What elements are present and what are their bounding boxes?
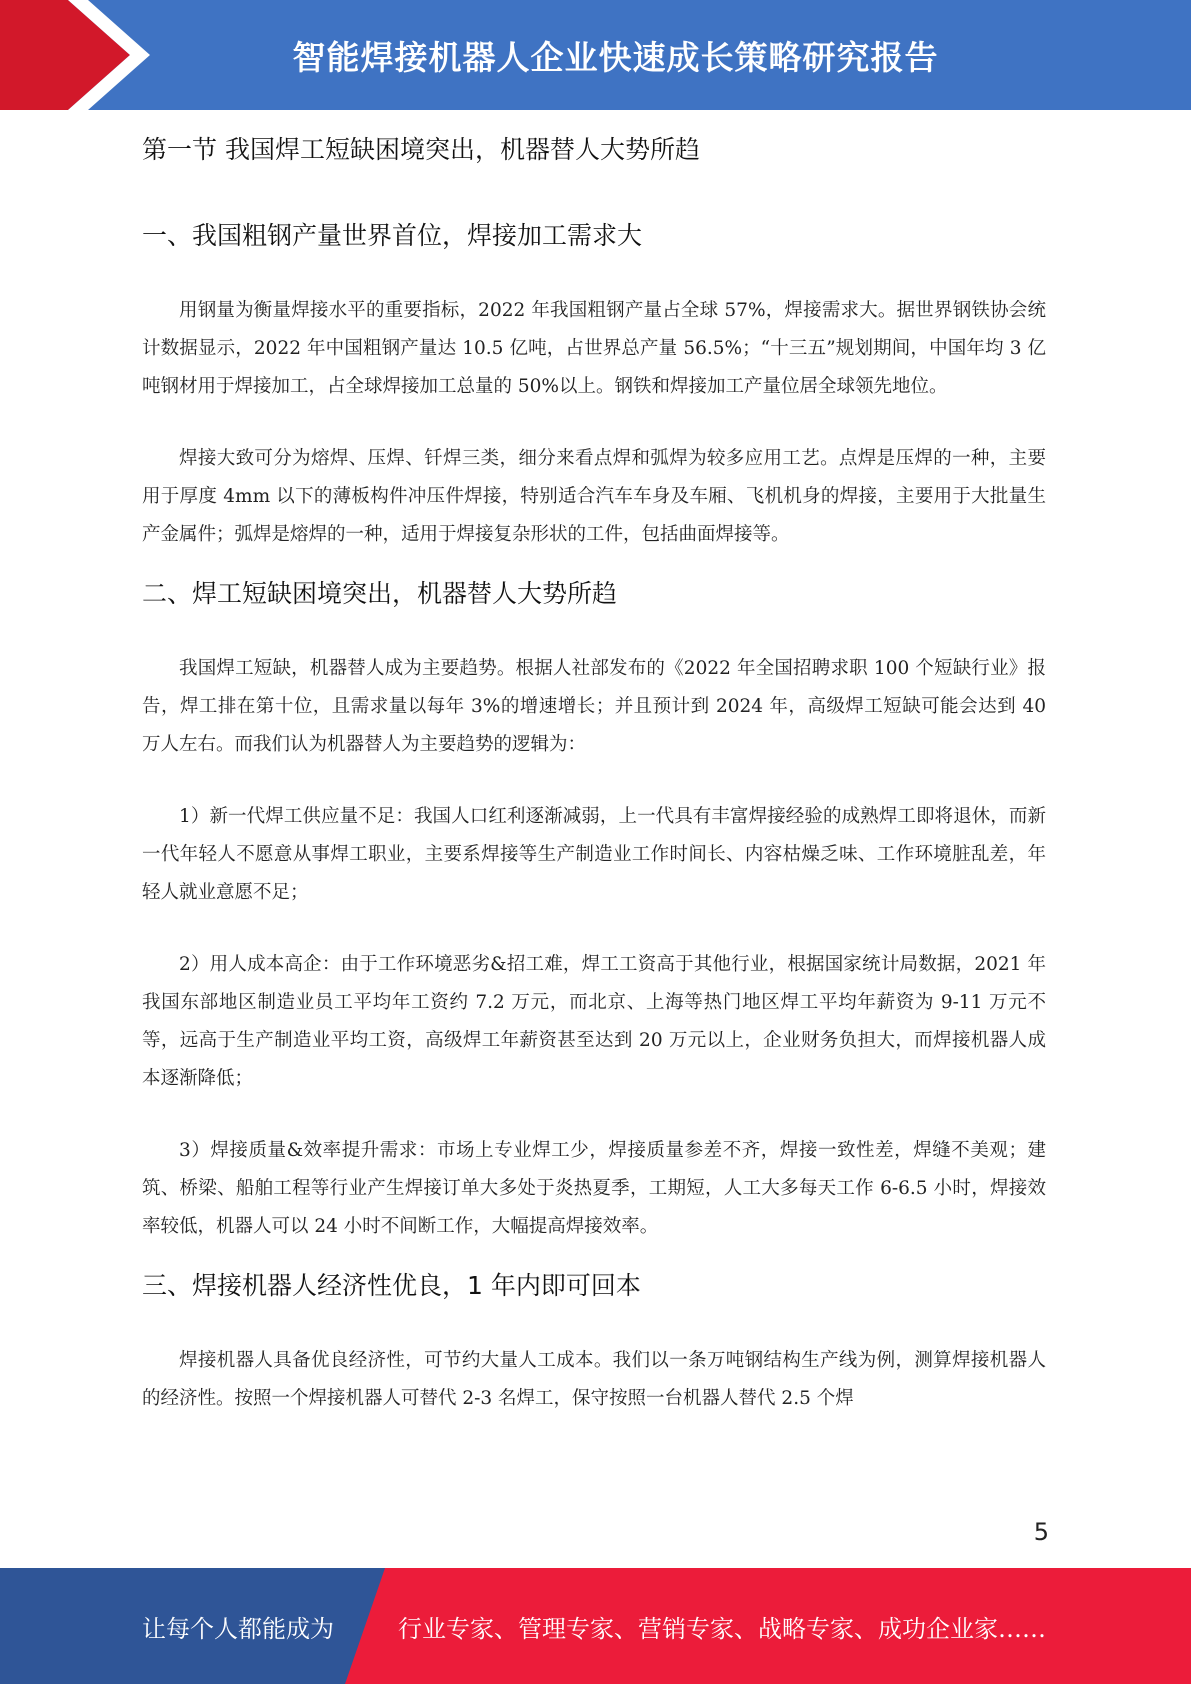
page-number: 5 — [1033, 1518, 1049, 1546]
subsection-title-3: 三、焊接机器人经济性优良，1 年内即可回本 — [142, 1271, 641, 1300]
subsection-title-1: 一、我国粗钢产量世界首位，焊接加工需求大 — [142, 221, 643, 250]
section-title: 第一节 我国焊工短缺困境突出，机器替人大势所趋 — [142, 135, 700, 164]
paragraph: 1）新一代焊工供应量不足：我国人口红利逐渐减弱，上一代具有丰富焊接经验的成熟焊工即将退休，而新一代年轻人不愿意从事焊工职业，主要系焊接等生产制造业工作时间长、内容枯燥乏味、工作环境脏乱差，年轻人就业意愿不足； — [142, 806, 1046, 903]
footer-slogan-left: 让每个人都能成为 — [142, 1614, 334, 1643]
page-content — [142, 128, 1046, 1418]
subsection-title-2: 二、焊工短缺困境突出，机器替人大势所趋 — [142, 579, 618, 608]
paragraph: 2）用人成本高企：由于工作环境恶劣&招工难，焊工工资高于其他行业，根据国家统计局数据，2021 年我国东部地区制造业员工平均年工资约 7.2 万元，而北京、上海等热门地区焊工平均年薪资为 9-11 万元不等，远高于生产制造业平均工资，高级焊工年薪资甚至达到 20 万元以上，企业财务负担大，而焊接机器人成本逐渐降低； — [142, 954, 1046, 1089]
paragraph: 焊接大致可分为熔焊、压焊、钎焊三类，细分来看点焊和弧焊为较多应用工艺。点焊是压焊的一种，主要用于厚度 4mm 以下的薄板构件冲压件焊接，特别适合汽车车身及车厢、飞机机身的焊接，主要用于大批量生产金属件；弧焊是熔焊的一种，适用于焊接复杂形状的工件，包括曲面焊接等。 — [142, 448, 1046, 545]
header-red-arrow-shape — [0, 0, 130, 110]
paragraph: 焊接机器人具备优良经济性，可节约大量人工成本。我们以一条万吨钢结构生产线为例，测算焊接机器人的经济性。按照一个焊接机器人可替代 2-3 名焊工，保守按照一台机器人替代 2.5 个焊 — [142, 1350, 1046, 1409]
paragraph: 3）焊接质量&效率提升需求：市场上专业焊工少，焊接质量参差不齐，焊接一致性差，焊缝不美观；建筑、桥梁、船舶工程等行业产生焊接订单大多处于炎热夏季，工期短，人工大多每天工作 6-6.5 小时，焊接效率较低，机器人可以 24 小时不间断工作，大幅提高焊接效率。 — [142, 1140, 1046, 1237]
footer-slogan-right: 行业专家、管理专家、营销专家、战略专家、成功企业家…… — [398, 1614, 1046, 1643]
footer-banner — [0, 1568, 1191, 1684]
paragraph: 我国焊工短缺，机器替人成为主要趋势。根据人社部发布的《2022 年全国招聘求职 100 个短缺行业》报告，焊工排在第十位，且需求量以每年 3%的增速增长；并且预计到 2024 年，高级焊工短缺可能会达到 40 万人左右。而我们认为机器替人为主要趋势的逻辑为： — [142, 658, 1046, 755]
report-title: 智能焊接机器人企业快速成长策略研究报告 — [292, 37, 939, 77]
report-header-banner — [0, 0, 1191, 110]
paragraph: 用钢量为衡量焊接水平的重要指标，2022 年我国粗钢产量占全球 57%，焊接需求大。据世界钢铁协会统计数据显示，2022 年中国粗钢产量达 10.5 亿吨，占世界总产量 56.5%；“十三五”规划期间，中国年均 3 亿吨钢材用于焊接加工，占全球焊接加工总量的 50%以上。钢铁和焊接加工产量位居全球领先地位。 — [142, 300, 1046, 397]
